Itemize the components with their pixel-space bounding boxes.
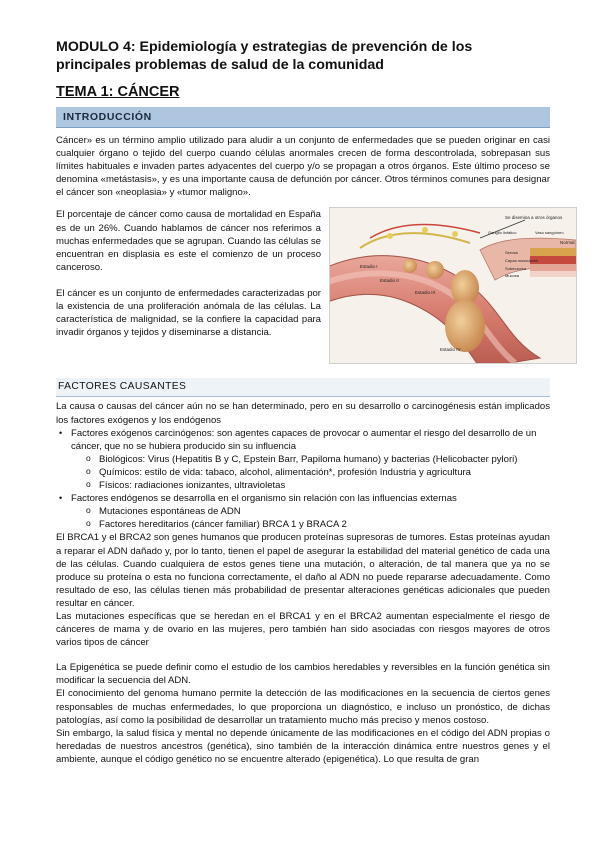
- figure-layer-2: Capas musculares: [505, 258, 539, 264]
- factors-heading: FACTORES CAUSANTES: [56, 378, 550, 397]
- colon-cancer-stages-figure: [329, 207, 577, 364]
- factor-exogenous-label: Factores exógenos carcinógenos: son agentes capaces de provocar o aumentar el riesgo del desarrollo de un cáncer, que no se hubiera producido sin su influencia: [71, 427, 537, 452]
- brca-paragraph-1: El BRCA1 y el BRCA2 son genes humanos que producen proteínas supresoras de tumores. Estas proteínas ayudan a reparar el ADN dañado y, por lo tanto, tienen el papel de asegurar la estabilidad del material genético de cada una de las células. Cuando cualquiera de estos genes tiene una mutación, o alteración, de tal manera que ya no se produce su proteína o esta no funciona correctamente, el daño al ADN no puede repararse adecuadamente. Como resultado de eso, las células tienen más probabilidad de presentar alteraciones genéticas adicionales que pueden resultar en cáncer.: [56, 532, 550, 609]
- figure-label-lymph: Ganglio linfático: [488, 230, 517, 236]
- list-item: o Químicos: estilo de vida: tabaco, alcohol, alimentación*, profesión Industria y agricultura: [71, 466, 550, 479]
- list-item: o Biológicos: Virus (Hepatitis B y C, Epstein Barr, Papiloma humano) y bacterias (Helicobacter pylori): [71, 453, 550, 466]
- epigenetics-paragraph-2: El conocimiento del genoma humano permite la detección de las modificaciones en la secuencia de ciertos genes responsables de muchas enfermedades, lo que proporciona un diagnóstico, e incluso un pronóstico, de dichas patologías, así como la posibilidad de desarrollar un tratamiento mucho más preciso y menos costoso.: [56, 688, 550, 726]
- exogenous-sublist: [71, 453, 550, 492]
- list-item: [56, 492, 550, 531]
- figure-stage-4: Estadio IV: [440, 347, 461, 353]
- mortality-paragraph: El porcentaje de cáncer como causa de mortalidad en España es de un 26%. Cuando hablamos de cáncer nos referimos a muchas enfermedades que se agrupan. Cuando las células se encuentran en displasia es este el comienzo de un proceso canceroso.: [56, 209, 321, 273]
- factors-list: [56, 427, 550, 532]
- figure-layer-3: Submucosa: [505, 266, 527, 272]
- brca-paragraph-2: Las mutaciones específicas que se heredan en el BRCA1 y en el BRCA2 aumentan especialmente el riesgo de cánceres de mama y de ovario en las mujeres, pero también han sido asociadas con riesgos mayores de otros varios tipos de cáncer: [56, 610, 550, 649]
- figure-label-normal: Normal: [560, 240, 575, 246]
- endogenous-sublist: [71, 505, 550, 531]
- factors-intro: La causa o causas del cáncer aún no se han determinado, pero en su desarrollo o carcinogénesis están implicados los factores exógenos y los endógenos: [56, 401, 550, 426]
- module-title: MODULO 4: Epidemiología y estrategias de prevención de los principales problemas de salud de la comunidad: [56, 39, 473, 73]
- figure-stage-3: Estadio III: [415, 290, 436, 296]
- figure-stage-2: Estadio II: [380, 278, 399, 284]
- left-column: [56, 208, 321, 339]
- colon-illustration: [330, 208, 576, 363]
- epigenetics-paragraph-1: La Epigenética se puede definir como el estudio de los cambios heredables y reversibles en la función genética sin modificar la secuencia del ADN.: [56, 662, 550, 687]
- list-item: o Físicos: radiaciones ionizantes, ultravioletas: [71, 479, 550, 492]
- factor-endogenous-label: Factores endógenos se desarrolla en el organismo sin relación con las influencias externas: [71, 493, 457, 505]
- spacer: [56, 649, 550, 661]
- list-item: [56, 427, 550, 492]
- list-item: o Mutaciones espontáneas de ADN: [71, 505, 550, 518]
- intro-two-column: [56, 208, 575, 364]
- tema-title: TEMA 1: CÁNCER: [56, 84, 180, 100]
- epigenetics-paragraph-3: Sin embargo, la salud física y mental no depende únicamente de las modificaciones en el código del ADN propias o heredadas de nuestros ancestros (genética), sino también de la interacción dinámica entre nuestros genes y el ambiente, aunque el código genético no se encuentre alterado (epigenética). Lo que resulta de gran: [56, 727, 550, 765]
- figure-label-blood: Vaso sanguíneo: [535, 230, 564, 236]
- figure-layer-1: Serosa: [505, 250, 518, 256]
- figure-label-spread: Se disemina a otros órganos: [505, 215, 563, 221]
- intro-paragraph: Cáncer» es un término amplio utilizado para aludir a un conjunto de enfermedades que se pueden originar en casi cualquier órgano o tejido del cuerpo cuando células anormales crecen de forma descontrolada, sobrepasan sus límites habituales e invaden partes adyacentes del cuerpo y/o se propagan a otros órganos. Este último proceso se denomina «metástasis», y es una importante causa de defunción por cáncer. Otros términos comunes para designar el cáncer son «neoplasia» y «tumor maligno».: [56, 135, 550, 199]
- intro-heading: INTRODUCCIÓN: [56, 107, 550, 128]
- figure-stage-1: Estadio I: [360, 264, 378, 270]
- figure-layer-4: Mucosa: [505, 273, 520, 279]
- list-item: o Factores hereditarios (cáncer familiar) BRCA 1 y BRACA 2: [71, 518, 550, 531]
- document-page: [56, 38, 575, 766]
- definition-paragraph: El cáncer es un conjunto de enfermedades caracterizadas por la existencia de una proliferación anómala de las células. La característica de malignidad, se la confiere la capacidad para invadir órganos y tejidos y diseminarse a distancia.: [56, 287, 321, 339]
